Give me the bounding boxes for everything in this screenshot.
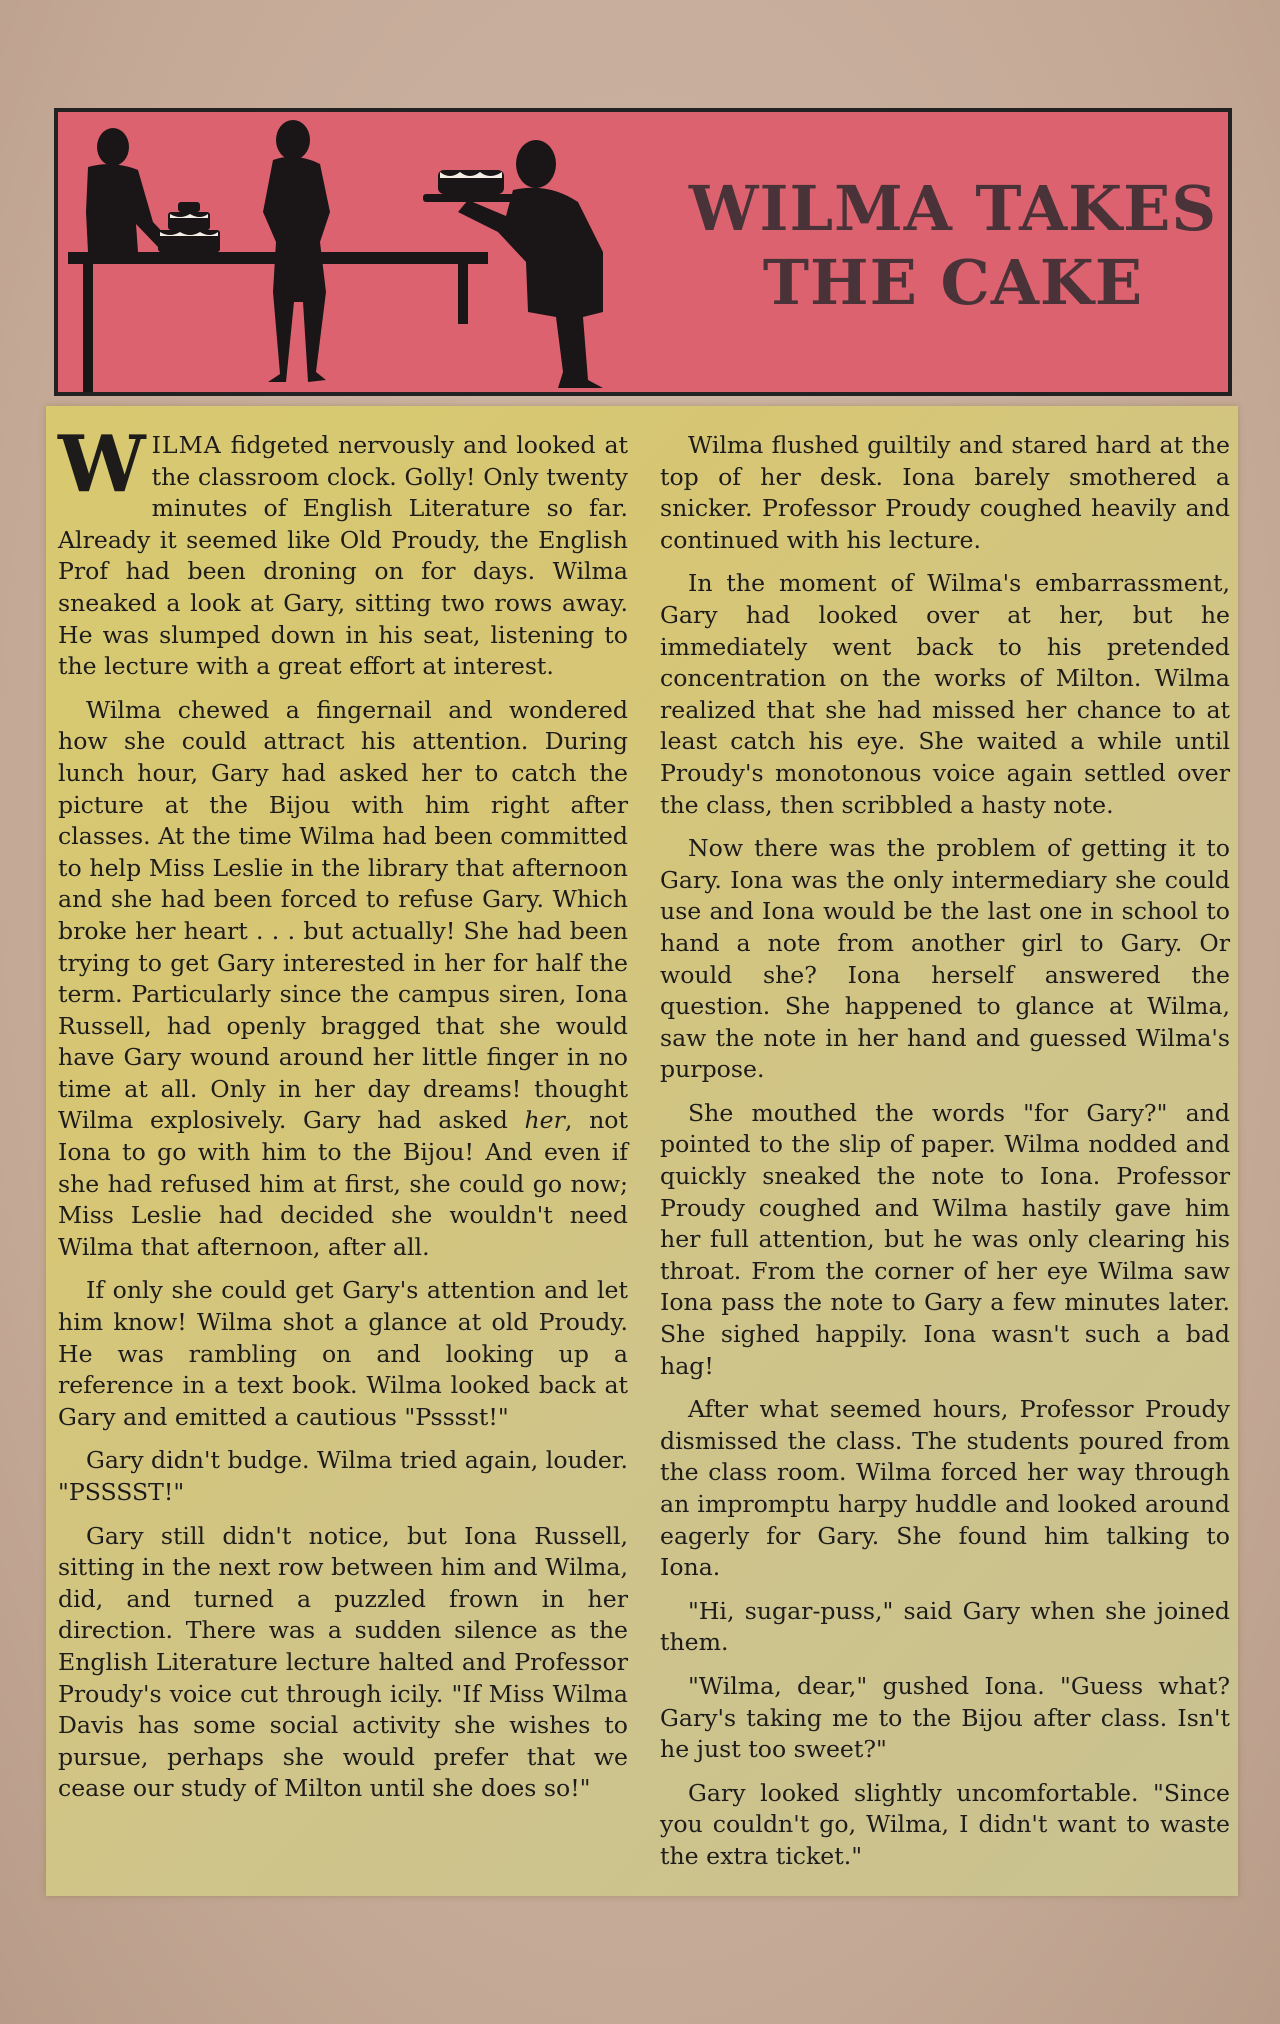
story-header-panel <box>54 108 1232 396</box>
opening-caps: ILMA <box>151 431 222 459</box>
paragraph: She mouthed the words "for Gary?" and pointed to the slip of paper. Wilma nodded and quickly sneaked the note to Iona. Professor Proudy coughed and Wilma hastily gave him her full attention, but he was only clearing his throat. From the corner of her eye Wilma saw Iona pass the note to Gary a few minutes later. She sighed happily. Iona wasn't such a bad hag! <box>660 1098 1230 1380</box>
woman-middle-silhouette <box>263 120 330 382</box>
story-title <box>678 172 1228 321</box>
drop-cap: W <box>58 419 146 510</box>
paragraph: If only she could get Gary's attention and let him know! Wilma shot a glance at old Proudy. He was rambling on and looking up a reference in a text book. Wilma looked back at Gary and emitted a cautious "Psssst!" <box>58 1276 628 1431</box>
paragraph: In the moment of Wilma's embarrassment, Gary had looked over at her, but he immediately went back to his pretended concentration on the works of Milton. Wilma realized that she had missed her chance to at least catch his eye. She waited a while until Proudy's monotonous voice again settled over the class, then scribbled a hasty note. <box>660 569 1230 819</box>
bake-sale-silhouette-illustration <box>58 112 678 392</box>
paragraph: "Wilma, dear," gushed Iona. "Guess what? Gary's taking me to the Bijou after class. Isn't he just too sweet?" <box>660 1671 1230 1764</box>
paragraph-text: , not Iona to go with him to the Bijou! And even if she had refused him at first, she could go now; Miss Leslie had decided she wouldn't need Wilma that afternoon, after all. <box>58 1106 628 1261</box>
paragraph: Now there was the problem of getting it to Gary. Iona was the only intermediary she could use and Iona would be the last one in school to hand a note from another girl to Gary. Or would she? Iona herself answered the question. She happened to glance at Wilma, saw the note in her hand and guessed Wilma's purpose. <box>660 834 1230 1084</box>
paragraph <box>58 419 628 683</box>
emphasis-text: her <box>524 1106 565 1135</box>
right-text-column <box>660 430 1230 1885</box>
story-title-line-1: WILMA TAKES <box>688 172 1218 245</box>
story-text-panel <box>46 406 1238 1896</box>
paragraph: Wilma flushed guiltily and stared hard at the top of her desk. Iona barely smothered a snicker. Professor Proudy coughed heavily and continued with his lecture. <box>660 431 1230 554</box>
paragraph: Gary looked slightly uncomfortable. "Since you couldn't go, Wilma, I didn't want to waste the extra ticket." <box>660 1778 1230 1870</box>
paragraph-text: fidgeted nervously and looked at the classroom clock. Golly! Only twenty minutes of English Literature so far. Already it seemed like Old Proudy, the English Prof had been droning on for days. Wilma sneaked a look at Gary, sitting two rows away. He was slumped down in his seat, listening to the lecture with a great effort at interest. <box>58 431 628 681</box>
paragraph: Gary still didn't notice, but Iona Russell, sitting in the next row between him and Wilma, did, and turned a puzzled frown in her direction. There was a sudden silence as the English Literature lecture halted and Professor Proudy's voice cut through icily. "If Miss Wilma Davis has some social activity she wishes to pursue, perhaps she would prefer that we cease our study of Milton until she does so!" <box>58 1521 628 1803</box>
paragraph: "Hi, sugar-puss," said Gary when she joined them. <box>660 1596 1230 1657</box>
held-cake <box>423 170 518 202</box>
woman-left-silhouette <box>86 128 170 252</box>
paragraph-text: Wilma chewed a fingernail and wondered how she could attract his attention. During lunch hour, Gary had asked her to catch the picture at the Bijou with him right after classes. At the time Wilma had been committed to help Miss Leslie in the library that afternoon and she had been forced to refuse Gary. Which broke her heart . . . but actually! She had been trying to get Gary interested in her for half the term. Particularly since the campus siren, Iona Russell, had openly bragged that she would have Gary wound around her little finger in no time at all. Only in her day dreams! thought Wilma explosively. Gary had asked <box>58 695 628 1135</box>
story-title-line-2: THE CAKE <box>762 246 1144 320</box>
paragraph: Gary didn't budge. Wilma tried again, louder. "PSSSST!" <box>58 1446 628 1506</box>
paragraph <box>58 695 628 1264</box>
cake-on-table <box>158 202 220 252</box>
left-text-column <box>58 419 628 1817</box>
paragraph: After what seemed hours, Professor Proudy dismissed the class. The students poured from the class room. Wilma forced her way through an impromptu harpy huddle and looked around eagerly for Gary. She found him talking to Iona. <box>660 1395 1230 1582</box>
